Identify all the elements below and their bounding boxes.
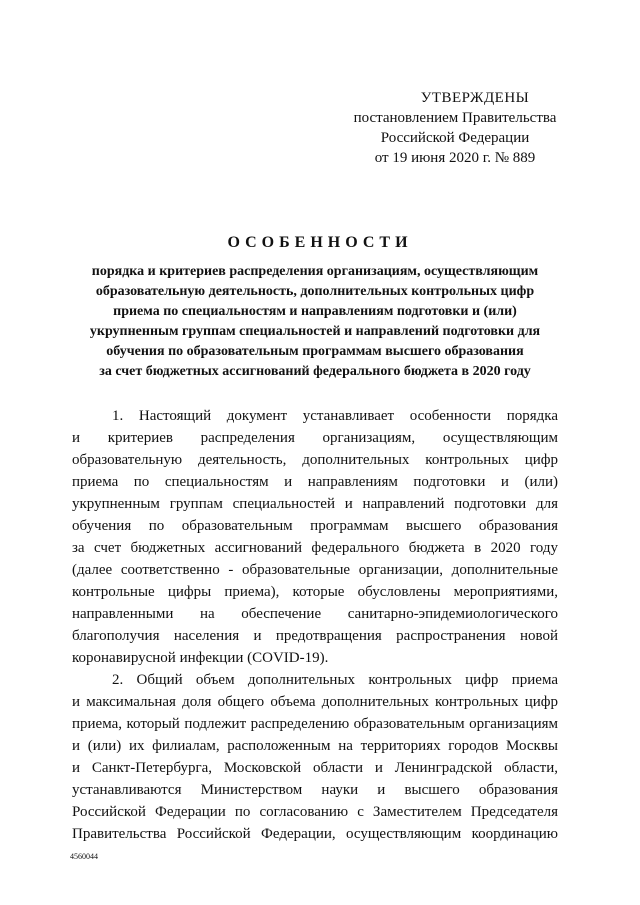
text-line: устанавливаются Министерством науки и высшего образования <box>72 782 558 798</box>
text-line: 1. Настоящий документ устанавливает особенности порядка <box>112 408 558 424</box>
text-line: приема, который подлежит распределению образовательным организациям <box>72 716 558 732</box>
paragraph-2 <box>72 669 558 845</box>
text-line: образовательную деятельность, дополнительных контрольных цифр <box>72 452 558 468</box>
approval-stamp <box>340 88 570 168</box>
subtitle-line: приема по специальностям и направлениям подготовки и (или) <box>113 304 517 319</box>
subtitle-line: за счет бюджетных ассигнований федерального бюджета в 2020 году <box>99 364 531 379</box>
approval-date-number: от 19 июня 2020 г. № 889 <box>374 150 536 166</box>
subtitle-line: укрупненным группам специальностей и направлений подготовки для <box>89 324 541 339</box>
document-body <box>72 405 558 845</box>
document-code: 4560044 <box>70 852 98 861</box>
text-line: коронавирусной инфекции (COVID-19). <box>72 650 329 666</box>
text-line: укрупненным группам специальностей и направлений подготовки для <box>72 496 558 512</box>
subtitle-line: образовательную деятельность, дополнительных контрольных цифр <box>95 284 535 299</box>
text-line: приема по специальностям и направлениям подготовки и (или) <box>72 474 558 490</box>
subtitle-line: обучения по образовательным программам высшего образования <box>106 344 524 359</box>
paragraph-1 <box>72 405 558 669</box>
text-line: и Санкт-Петербурга, Московской области и Ленинградской области, <box>72 760 558 776</box>
approved-heading: УТВЕРЖДЕНЫ <box>420 90 530 106</box>
text-line: благополучия населения и предотвращения распространения новой <box>72 628 558 644</box>
subtitle-line: порядка и критериев распределения организациям, осуществляющим <box>91 264 539 279</box>
text-line: и критериев распределения организациям, осуществляющим <box>72 430 558 446</box>
text-line: и максимальная доля общего объема дополнительных контрольных цифр <box>72 694 558 710</box>
text-line: и (или) их филиалам, расположенным на территориях городов Москвы <box>72 738 558 754</box>
text-line: контрольные цифры приема), которые обусловлены мероприятиями, <box>72 584 558 600</box>
text-line: Российской Федерации по согласованию с Заместителем Председателя <box>72 804 558 820</box>
document-title: ОСОБЕННОСТИ <box>227 234 413 251</box>
text-line: обучения по образовательным программам высшего образования <box>72 518 558 534</box>
text-line: (далее соответственно - образовательные организации, дополнительные <box>72 562 558 578</box>
text-line: 2. Общий объем дополнительных контрольных цифр приема <box>112 672 558 688</box>
text-line: направленными на обеспечение санитарно-эпидемиологического <box>72 606 558 622</box>
approval-government: Российской Федерации <box>380 130 530 146</box>
document-subtitle <box>60 262 570 382</box>
approval-decree: постановлением Правительства <box>353 110 557 126</box>
text-line: за счет бюджетных ассигнований федерального бюджета в 2020 году <box>72 540 558 556</box>
text-line: Правительства Российской Федерации, осуществляющим координацию <box>72 826 558 842</box>
